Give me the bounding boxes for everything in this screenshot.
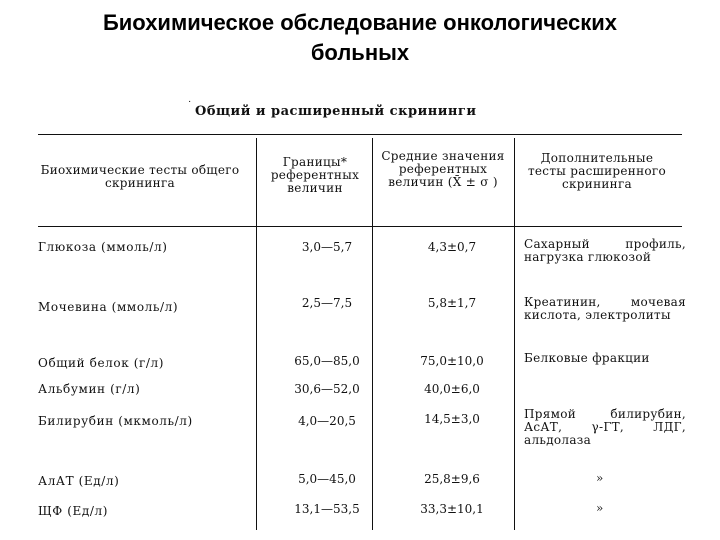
row-protein-extra: Белковые фракции xyxy=(524,351,650,365)
row-alt-extra: » xyxy=(596,471,604,485)
row-urea-mean: 5,8±1,7 xyxy=(427,296,477,310)
table-top-rule xyxy=(38,134,682,135)
row-protein-test: Общий белок (г/л) xyxy=(38,356,165,370)
row-alt-ref: 5,0—45,0 xyxy=(298,472,356,486)
row-glucose-mean: 4,3±0,7 xyxy=(427,240,477,254)
row-protein-ref: 65,0—85,0 xyxy=(294,354,360,368)
row-bilirubin-mean: 14,5±3,0 xyxy=(424,412,480,426)
row-alp-mean: 33,3±10,1 xyxy=(420,502,484,516)
row-albumin-test: Альбумин (г/л) xyxy=(38,382,141,396)
row-glucose-extra: Сахарный профиль, нагрузка глюкозой xyxy=(524,237,686,264)
row-alp-ref: 13,1—53,5 xyxy=(294,502,360,516)
header-extra-tests: Дополнительные тесты расширенного скрининга xyxy=(527,151,667,191)
row-albumin-mean: 40,0±6,0 xyxy=(424,382,480,396)
column-divider-1 xyxy=(256,138,257,530)
row-urea-test: Мочевина (ммоль/л) xyxy=(38,300,179,314)
title-line-1: Биохимическое обследование онкологических xyxy=(102,10,618,35)
row-bilirubin-test: Билирубин (мкмоль/л) xyxy=(38,414,193,428)
header-ref-limits: Границы* референтных величин xyxy=(270,155,360,195)
row-urea-extra: Креатинин, мочевая кислота, электролиты xyxy=(524,295,686,322)
title-line-2: больных xyxy=(310,40,410,65)
header-mean-values: Средние значения референтных величин (X̄ ± σ ) xyxy=(381,149,505,189)
row-bilirubin-ref: 4,0—20,5 xyxy=(298,414,356,428)
table-caption: Общий и расширенный скрининги xyxy=(195,104,477,119)
row-protein-mean: 75,0±10,0 xyxy=(420,354,484,368)
column-divider-3 xyxy=(514,138,515,530)
row-urea-ref: 2,5—7,5 xyxy=(301,296,353,310)
slide-title xyxy=(0,8,720,68)
row-alp-extra: » xyxy=(596,501,604,515)
row-bilirubin-extra: Прямой билирубин, АсАТ, γ-ГТ, ЛДГ, альдолаза xyxy=(524,407,686,447)
row-glucose-ref: 3,0—5,7 xyxy=(301,240,353,254)
scan-dot: · xyxy=(188,96,192,107)
row-alt-test: АлАТ (Ед/л) xyxy=(38,474,120,488)
row-alt-mean: 25,8±9,6 xyxy=(424,472,480,486)
row-albumin-ref: 30,6—52,0 xyxy=(294,382,360,396)
row-alp-test: ЩФ (Ед/л) xyxy=(38,504,109,518)
row-glucose-test: Глюкоза (ммоль/л) xyxy=(38,240,168,254)
header-bottom-rule xyxy=(38,226,682,227)
header-tests: Биохимические тесты общего скрининга xyxy=(40,163,240,190)
